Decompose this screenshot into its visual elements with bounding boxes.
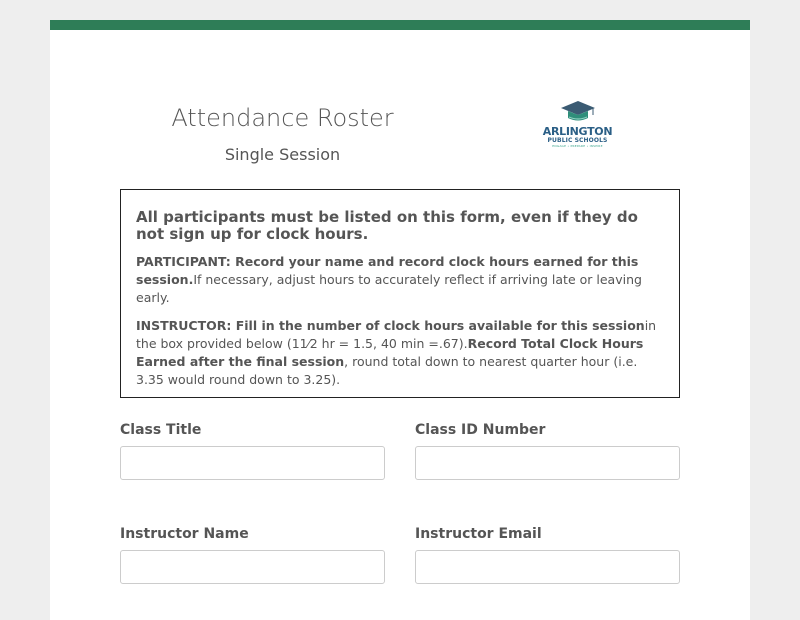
- instructor-instructions: [136, 317, 664, 389]
- instructor-name-input[interactable]: [120, 550, 385, 584]
- instructor-email-field-group: [415, 526, 680, 584]
- instructor-instructions-text-1: in the box provided below (11⁄2 hr = 1.5, 40 min =.67).: [136, 318, 657, 351]
- logo-tagline: ENGAGE • PREPARE • INSPIRE: [552, 144, 603, 148]
- logo-name: ARLINGTON: [542, 125, 613, 138]
- page-title: Attendance Roster: [171, 104, 394, 132]
- form-card: [50, 20, 750, 620]
- arlington-logo: [540, 100, 615, 160]
- class-title-field-group: [120, 422, 385, 480]
- class-id-field-group: [415, 422, 680, 480]
- instructor-instructions-bold-2: Record Total Clock Hours Earned after the final session: [136, 336, 644, 369]
- instructor-email-label: Instructor Email: [415, 526, 542, 542]
- participant-instructions-bold: PARTICIPANT: Record your name and record clock hours earned for this session.: [136, 254, 639, 287]
- class-title-label: Class Title: [120, 422, 202, 438]
- graduation-cap-icon: [560, 100, 596, 124]
- participant-instructions-text: If necessary, adjust hours to accurately reflect if arriving late or leaving early.: [136, 272, 642, 305]
- class-id-input[interactable]: [415, 446, 680, 480]
- instructor-instructions-text-2: , round total down to nearest quarter hour (i.e. 3.35 would round down to 3.25).: [136, 354, 638, 387]
- page-subtitle: Single Session: [224, 145, 341, 164]
- instructions-heading: All participants must be listed on this form, even if they do not sign up for clock hours.: [136, 208, 638, 243]
- instructions-box: [120, 189, 680, 398]
- logo-subtitle: PUBLIC SCHOOLS: [547, 137, 608, 144]
- instructor-email-input[interactable]: [415, 550, 680, 584]
- instructor-name-field-group: [120, 526, 385, 584]
- instructor-instructions-bold-1: INSTRUCTOR: Fill in the number of clock hours available for this session: [136, 318, 645, 333]
- class-title-input[interactable]: [120, 446, 385, 480]
- participant-instructions: [136, 253, 664, 307]
- class-id-label: Class ID Number: [415, 422, 546, 438]
- instructor-name-label: Instructor Name: [120, 526, 249, 542]
